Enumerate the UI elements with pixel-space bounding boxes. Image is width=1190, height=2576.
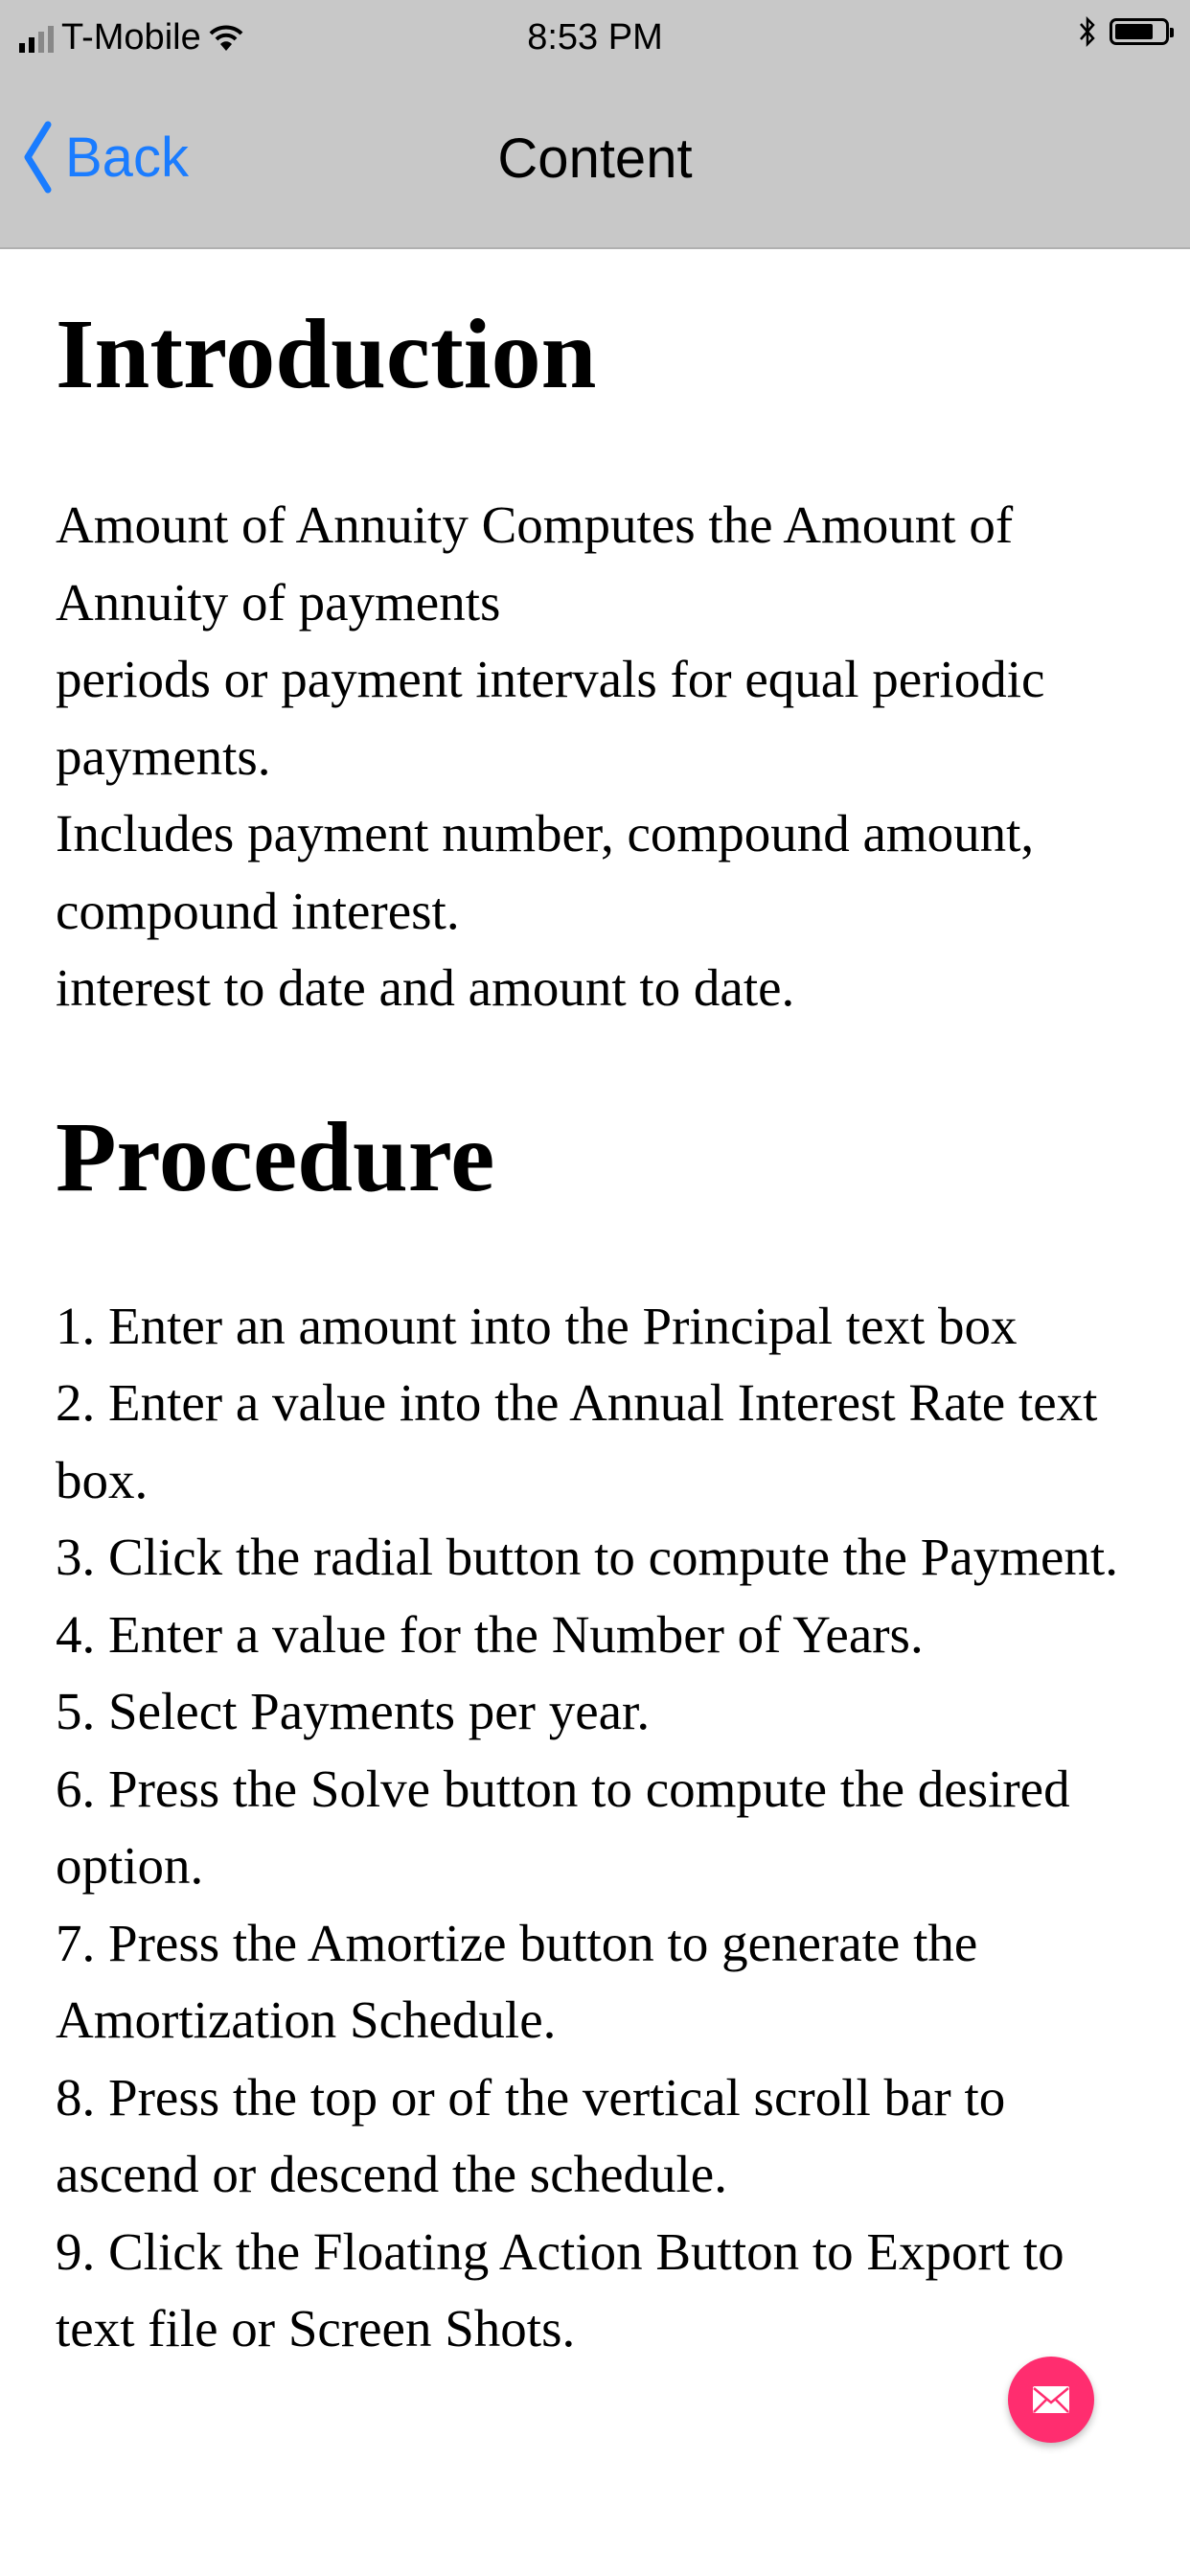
status-right xyxy=(1079,15,1169,48)
procedure-heading: Procedure xyxy=(56,1101,495,1212)
intro-line: periods or payment intervals for equal periodic payments. xyxy=(56,650,1045,786)
bluetooth-icon xyxy=(1079,15,1096,48)
introduction-text xyxy=(56,487,1138,1027)
status-bar xyxy=(0,0,1190,82)
procedure-steps xyxy=(56,1288,1138,2368)
procedure-step: 9. Click the Floating Action Button to Export to text file or Screen Shots. xyxy=(56,2221,1064,2358)
procedure-step: 1. Enter an amount into the Principal text box xyxy=(56,1296,1018,1355)
navigation-bar xyxy=(0,82,1190,249)
content-body xyxy=(56,278,1138,2368)
page-title: Content xyxy=(497,127,693,190)
export-fab-button[interactable] xyxy=(1008,2357,1094,2443)
intro-line: interest to date and amount to date. xyxy=(56,958,795,1017)
intro-line: Amount of Annuity Computes the Amount of Annuity of payments xyxy=(56,495,1014,632)
procedure-step: 4. Enter a value for the Number of Years. xyxy=(56,1604,924,1664)
procedure-step: 8. Press the top or of the vertical scroll bar to ascend or descend the schedule. xyxy=(56,2067,1006,2203)
procedure-step: 2. Enter a value into the Annual Interest Rate text box. xyxy=(56,1373,1098,1509)
carrier-label: T-Mobile xyxy=(61,17,201,58)
procedure-step: 5. Select Payments per year. xyxy=(56,1682,651,1740)
procedure-step: 3. Click the radial button to compute the Payment. xyxy=(56,1528,1118,1586)
status-time: 8:53 PM xyxy=(527,17,663,58)
back-label: Back xyxy=(65,126,189,189)
intro-line: Includes payment number, compound amount, compound interest. xyxy=(56,804,1035,940)
mail-icon xyxy=(1032,2385,1070,2414)
battery-icon xyxy=(1110,18,1169,45)
procedure-step: 7. Press the Amortize button to generate the Amortization Schedule. xyxy=(56,1913,978,2049)
introduction-heading: Introduction xyxy=(56,299,597,409)
procedure-step: 6. Press the Solve button to compute the desired option. xyxy=(56,1759,1070,1895)
